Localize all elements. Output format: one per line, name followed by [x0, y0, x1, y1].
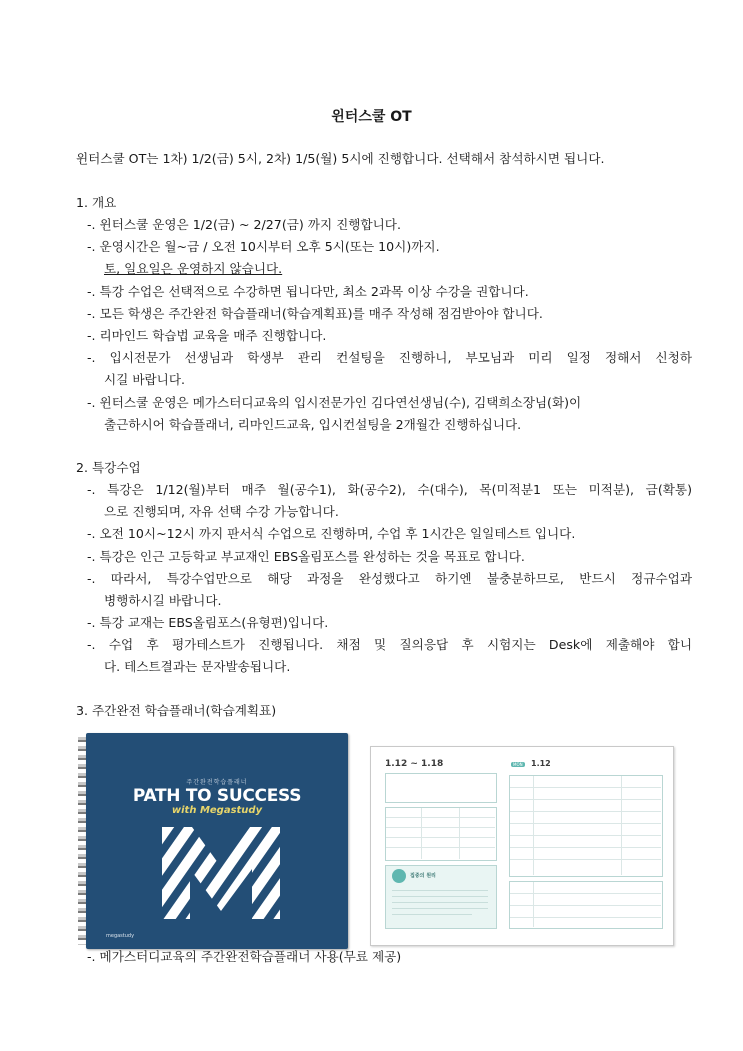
list-item: -. 특강 수업은 선택적으로 수강하면 됩니다만, 최소 2과목 이상 수강을 권합니다. [87, 284, 529, 299]
section3-heading: 3. 주간완전 학습플래너(학습계획표) [76, 703, 277, 718]
page-title: 윈터스쿨 OT [331, 109, 412, 125]
list-item: -. 윈터스쿨 운영은 메가스터디교육의 입시전문가인 김다연선생님(수), 김택희소장님(화)이 [87, 395, 582, 410]
list-item-continued: 다. 테스트결과는 문자발송됩니다. [104, 659, 291, 674]
cover-board [86, 733, 348, 949]
list-item: -. 윈터스쿨 운영은 1/2(금) ~ 2/27(금) 까지 진행합니다. [87, 217, 401, 232]
list-item: -. 특강은 인근 고등학교 부교재인 EBS올림포스를 완성하는 것을 목표로 합니다. [87, 549, 525, 564]
planner-caption: -. 메가스터디교육의 주간완전학습플래너 사용(무료 제공) [87, 949, 402, 964]
list-item: -. 리마인드 학습법 교육을 매주 진행합니다. [87, 328, 327, 343]
cover-with-text: with Megastudy [171, 805, 263, 816]
planner-day-badge: MON [513, 762, 523, 767]
intro-text: 윈터스쿨 OT는 1차) 1/2(금) 5시, 2차) 1/5(월) 5시에 진행합니다. 선택해서 참석하시면 됩니다. [76, 151, 605, 166]
list-item: -. 운영시간은 월~금 / 오전 10시부터 오후 5시(또는 10시)까지. [87, 239, 440, 254]
planner-page-image [370, 746, 674, 946]
list-item: -. 수업 후 평가테스트가 진행됩니다. 채점 및 질의응답 후 시험지는 Desk에 제출해야 합니 [87, 637, 692, 652]
planner-week-range: 1.12 ~ 1.18 [385, 759, 444, 769]
planner-table-box [385, 807, 497, 861]
list-item: -. 입시전문가 선생님과 학생부 관리 컨설팅을 진행하니, 부모님과 미리 일정 정해서 신청하 [87, 350, 692, 365]
list-item-continued: 출근하시어 학습플래너, 리마인드교육, 입시컨설팅을 2개월간 진행하십니다. [104, 417, 522, 432]
list-item: -. 따라서, 특강수업만으로 해당 과정을 완성했다고 하기엔 불충분하므로, 반드시 정규수업과 [87, 571, 692, 586]
cover-brand: megastudy [106, 933, 135, 939]
cover-subtitle: 주간완전학습플래너 [186, 779, 248, 786]
list-item: -. 특강은 1/12(월)부터 매주 월(공수1), 화(공수2), 수(대수), 목(미적분1 또는 미적분), 금(확통) [87, 482, 692, 497]
planner-cover-image [78, 733, 348, 949]
tip-badge-icon [392, 869, 406, 883]
list-item-continued: 병행하시길 바랍니다. [104, 593, 222, 608]
section1-heading: 1. 개요 [76, 195, 117, 210]
list-item-continued: 으로 진행되며, 자유 선택 수강 가능합니다. [104, 504, 339, 519]
megastudy-m-logo [162, 827, 280, 919]
list-item-underlined: 토, 일요일은 운영하지 않습니다. [104, 261, 283, 276]
planner-goal-box [385, 773, 497, 803]
planner-tip-box [385, 865, 497, 929]
list-item: -. 오전 10시~12시 까지 판서식 수업으로 진행하며, 수업 후 1시간은 일일테스트 입니다. [87, 526, 576, 541]
planner-day-label: 1.12 [531, 759, 551, 768]
list-item: -. 모든 학생은 주간완전 학습플래너(학습계획표)를 매주 작성해 점검받아야 합니다. [87, 306, 543, 321]
list-item: -. 특강 교재는 EBS올림포스(유형편)입니다. [87, 615, 329, 630]
section2-heading: 2. 특강수업 [76, 460, 141, 475]
planner-tip-title: 집중의 원리 [410, 873, 436, 879]
cover-title: PATH TO SUCCESS [132, 786, 302, 806]
list-item-continued: 시길 바랍니다. [104, 372, 185, 387]
